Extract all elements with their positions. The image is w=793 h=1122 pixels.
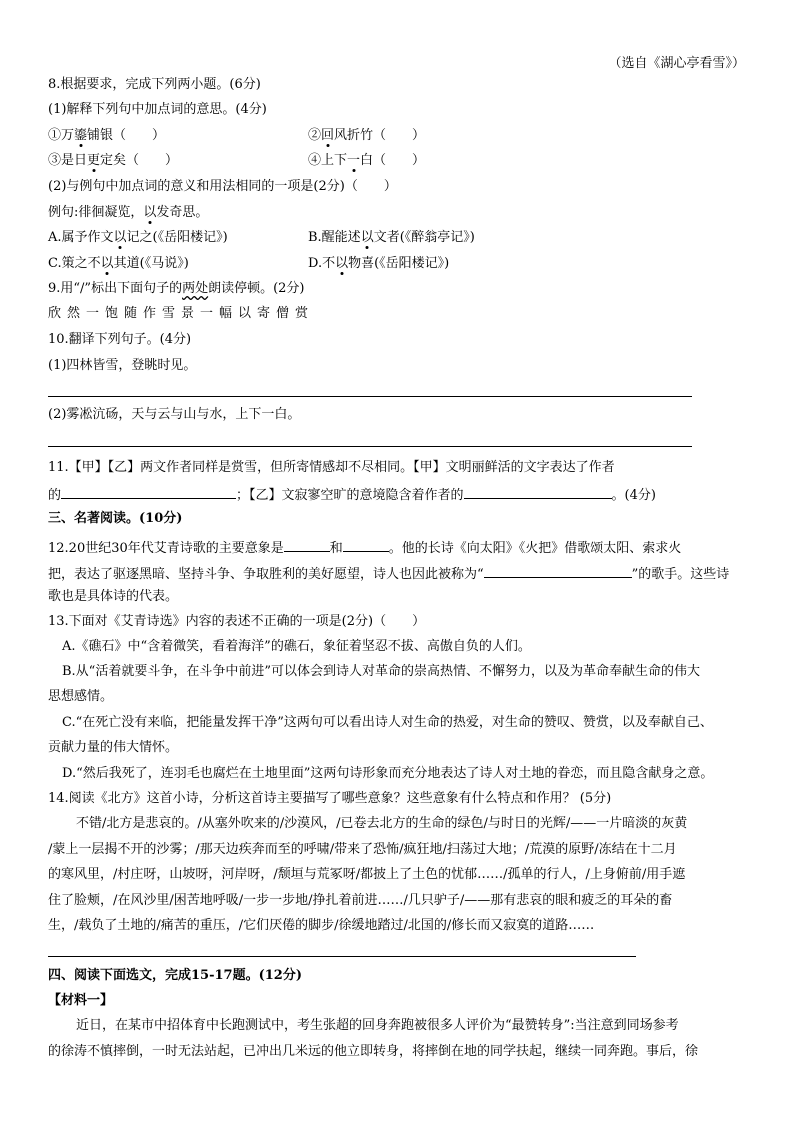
q14-title: 14.阅读《北方》这首小诗，分析这首诗主要描写了哪些意象？这些意象有什么特点和作用？ (5分) [48,791,612,806]
q11-blank-2[interactable] [464,484,612,499]
q13-option-b-line-2: 思想感情。 [48,689,114,704]
q14-poem-line-2: /蒙上一层揭不开的沙雾；/那天边疾奔而至的呼啸/带来了恐怖/疯狂地/扫荡过大地；/荒漠的原野/冻结在十二月 [48,842,677,857]
q8-example: 例句:徘徊凝览，以发奇思。 [48,205,209,220]
section-3-heading: 三、名著阅读。(10分) [48,511,183,526]
q14-poem-line-1: 不错/北方是悲哀的。/从塞外吹来的/沙漠风，/已卷去北方的生命的绿色/与时日的光辉/——一片暗淡的灰黄 [76,816,688,831]
q13-title: 13.下面对《艾青诗选》内容的表述不正确的一项是(2分)（ ） [48,614,426,629]
q8-option-c: C.策之不以其道(《马说》) [48,256,189,271]
q12-blank-2[interactable] [343,537,389,552]
source-note: （选自《湖心亭看雪》） [608,56,745,71]
q12-blank-1[interactable] [284,537,330,552]
material-1-line-2: 的徐涛不慎摔倒，一时无法站起，已冲出几米远的他立即转身，将摔倒在地的同学扶起，继续一同奔跑。事后，徐 [48,1044,699,1059]
q8-sub1: (1)解释下列句中加点词的意思。(4分) [48,102,267,117]
q8-item-3: ③是日更定矣（ ） [48,153,179,168]
q13-option-b-line-1: B.从“活着就要斗争，在斗争中前进”可以体会到诗人对革命的崇高热情、不懈努力，以及为革命奉献生命的伟大 [62,664,700,679]
q12-blank-3[interactable] [484,563,632,578]
q8-title: 8.根据要求，完成下列两小题。(6分) [48,77,261,92]
q11-blank-1[interactable] [61,484,236,499]
q13-option-d: D.“然后我死了，连羽毛也腐烂在土地里面”这两句诗形象而充分地表达了诗人对土地的眷恋，而且隐含献身之意。 [62,766,714,781]
q8-sub2: (2)与例句中加点词的意义和用法相同的一项是(2分)（ ） [48,179,397,194]
q11-line-1: 11.【甲】【乙】两文作者同样是赏雪，但所寄情感却不尽相同。【甲】文明丽鲜活的文字表达了作者 [48,460,615,475]
q12-line-3: 歌也是具体诗的代表。 [48,589,179,604]
q9-title: 9.用“/”标出下面句子的两处朗读停顿。(2分) [48,281,305,296]
material-1-title: 【材料一】 [48,993,114,1008]
q13-option-c-line-2: 贡献力量的伟大情怀。 [48,740,179,755]
q14-poem-line-4: 住了脸颊，/在风沙里/困苦地呼吸/一步一步地/挣扎着前进……/几只驴子/——那有悲哀的眼和疲乏的耳朵的畜 [48,893,673,908]
q14-poem-line-5: 生，/载负了土地的/痛苦的重压，/它们厌倦的脚步/徐缓地踏过/北国的/修长而又寂寞的道路…… [48,918,595,933]
section-4-heading: 四、阅读下面选文，完成15-17题。(12分) [48,968,302,983]
q14-poem-line-3: 的寒风里，/村庄呀，山坡呀，河岸呀，/颓垣与荒冢呀/都披上了土色的忧郁……/孤单的行人，/上身俯前/用手遮 [48,867,686,882]
answer-line-3[interactable] [48,956,636,957]
q9-sentence: 欣然一饱随作雪景一幅以寄僧赏 [48,306,315,321]
q10-sentence-2: (2)雾凇沆砀，天与云与山与水，上下一白。 [48,407,301,422]
q8-option-a: A.属予作文以记之(《岳阳楼记》) [48,230,228,245]
q8-item-1: ①万鎏铺银（ ） [48,128,166,143]
material-1-line-1: 近日，在某市中招体育中长跑测试中，考生张超的回身奔跑被很多人评价为“最赞转身”:当注意到同场参考 [76,1018,679,1033]
q12-line-2: 把，表达了驱逐黑暗、坚持斗争、争取胜利的美好愿望，诗人也因此被称为“ ”的歌手。这些诗 [48,563,729,584]
q8-option-d: D.不以物喜(《岳阳楼记》) [308,256,450,271]
q8-item-4: ④上下一白（ ） [308,153,426,168]
q13-option-c-line-1: C.“在死亡没有来临，把能量发挥干净”这两句可以看出诗人对生命的热爱，对生命的赞叹、赞赏，以及奉献自己、 [62,715,713,730]
q11-line-2: 的 ；【乙】文寂寥空旷的意境隐含着作者的 。(4分) [48,484,656,505]
q12-line-1: 12.20世纪30年代艾青诗歌的主要意象是 和 。他的长诗《向太阳》《火把》借歌颂太阳、索求火 [48,537,681,558]
q8-item-2: ②回风折竹（ ） [308,128,426,143]
q8-option-b: B.醒能述以文者(《醉翁亭记》) [308,230,475,245]
q10-title: 10.翻译下列句子。(4分) [48,332,192,347]
answer-line-2[interactable] [48,446,692,447]
q10-sentence-1: (1)四林皆雪，登眺时见。 [48,358,197,373]
q13-option-a: A.《礁石》中“含着微笑，看着海洋”的礁石，象征着坚忍不拔、高傲自负的人们。 [62,639,531,654]
answer-line-1[interactable] [48,396,692,397]
